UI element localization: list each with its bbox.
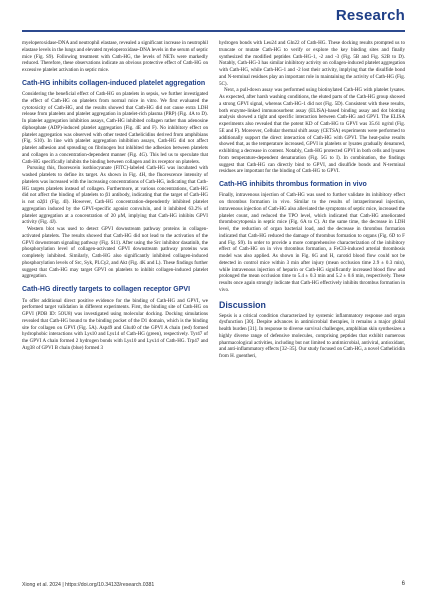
footer-citation: Xiong et al. 2024 | https://doi.org/10.34133/research.0381 [22, 582, 155, 588]
paragraph-collagen-1: Considering the beneficial effect of Cath-HG on platelets in sepsis, we further investigated the effect of Cath-HG on platelets from normal mice in vitro. We first evaluated the cytotoxicity of Cath-HG, and the results showed that Cath-HG did not cause extra LDH release from platelets and platelet aggregation in platelet-rich plasma (PRP) (Fig. 4A to D). In platelet aggregation inhibition assays, Cath-HG inhibited collagen rather than adenosine diphosphate (ADP)-induced platelet aggregation (Fig. 4E and F). No inhibitory effect on platelet aggregation was observed with other tested Cathelicidins derived from amphibians (Fig. S10). In line with platelet aggregation inhibition assays, Cath-HG did not affect platelet adhesion and spreading on fibrinogen but inhibited the adhesion between platelets and collagen in a concentration-dependent manner (Fig. 4G). This led us to speculate that Cath-HG specifically inhibits the binding between collagen and its receptor on platelets. [22, 91, 208, 165]
header-rule [22, 30, 405, 32]
heading-gpvi-target: Cath-HG directly targets to collagen receptor GPVI [22, 286, 191, 294]
journal-label: Research [335, 7, 405, 24]
left-column [22, 40, 208, 352]
heading-collagen-aggregation: Cath-HG inhibits collagen-induced platelet aggregation [22, 79, 206, 87]
paragraph-thrombus-1: Finally, intravenous injection of Cath-HG was used to further validate its inhibitory effect on thrombus formation in vivo. Similar to the results of intraperitoneal injection, intravenous injection of Cath-HG also alleviated the symptoms of septic mice, increased the platelet count, and reduced the TPO level, which indicated that Cath-HG ameliorated thrombocytopenia in septic mice (Fig. 6A to C). At the same time, the decrease in LDH level, the reduction of organ bacterial load, and the decrease in thrombus formation indicated that Cath-HG reduced the damage of thrombus formation to organs (Fig. 6D to F and Fig. S9). In order to provide a more comprehensive characterization of the inhibitory effect of Cath-HG on in vivo thrombus formation, a FeCl3-induced arterial thrombosis model was also applied. As shown in Fig. 6G and H, carotid blood flow could not be detected in control mice within 3 min after injury (mean occlusion time 2.9 ± 0.3 min), while intravenous injection of heparin or Cath-HG significantly increased blood flow and prolonged the mean occlusion time to 5.4 ± 0.3 min and 5.2 ± 0.6 min, respectively. These results once again strongly indicate that Cath-HG effectively inhibits thrombus formation in vivo. [219, 192, 405, 293]
paragraph-pulldown: Next, a pull-down assay was performed using biotinylated Cath-HG with platelet lysates. As expected, after harsh washing conditions, the eluted parts of the Cath-HG group showed a strong GPVI signal, whereas Cath-HG-1 did not (Fig. 5D). Consistent with these results, both enzyme-linked immunosorbent assay (ELISA)-based binding assay and dot blotting analysis showed a tight and specific interaction between Cath-HG and GPVI. The ELISA experiments also revealed that the potent KD of Cath-HG to GPVI was 35.61 ng/ml (Fig. 5E and F). Moreover, Cellular thermal shift assay (CETSA) experiments were performed to additionally support the direct interaction of Cath-HG with GPVI. The heat-pulse results showed that, as the temperature increased, GPVI in platelets or lysates gradually denatured, exhibiting a decrease in content. Notably, Cath-HG protected GPVI in both cells and lysates from temperature-dependent denaturation (Fig. 5G to I). In combination, the findings suggest that Cath-HG can directly bind to GPVI, and disulfide bonds and N-terminal residues are important for the binding of Cath-HG to GPVI. [219, 87, 405, 175]
paragraph-docking-cont: hydrogen bonds with Leu24 and Gln22 of Cath-HG. These docking results prompted us to truncate or mutate Cath-HG to verify or explore the key binding sites and finally synthesized the modified peptides Cath-HG-1, -2 and -3 (Fig. 5B and Fig. S2B to D). Notably, Cath-HG-3 has similar inhibitory activity on collagen-induced platelet aggregation with Cath-HG, while Cath-HG-1 and -2 lost their activity, implying that the disulfide bond and N-terminal residues play an important role in maintaining the activity of Cath-HG (Fig. 5C). [219, 40, 405, 87]
paragraph-intro: myeloperoxidase-DNA and neutrophil elastase, revealed a significant increase in neutrophil elastase levels in the lungs and elevated myeloperoxidase-DNA levels in the serum of septic mice (Fig. S9). Following treatment with Cath-HG, the levels of NETs were markedly reduced. Therefore, these observations indicate an obvious protective effect of Cath-HG on excessive platelet activation in septic mice. [22, 40, 208, 73]
paragraph-gpvi-1: To offer additional direct positive evidence for the binding of Cath-HG and GPVI, we performed target validation in different experiments. First, the binding site of Cath-HG on GPVI (PDB ID: 5OU8) was investigated using molecular docking. Docking simulations revealed that Cath-HG bound to the binding pocket of the D1 domain, which is the binding site for collagen on GPVI (Fig. 5A). Asp49 and Glu40 of the GPVI A chain (red) formed hydrophobic interactions with Lys10 and Lys14 of Cath-HG (green), respectively. Tyr47 of the GPVI A chain formed 2 hydrogen bonds with Lys10 and Lys14 of Cath-HG. Trp47 and Arg38 of GPVI B chain (blue) formed 3 [22, 297, 208, 351]
right-column [219, 40, 405, 360]
paragraph-collagen-3: Western blot was used to detect GPVI downstream pathway proteins in collagen-activated platelets. The results showed that Cath-HG did not lead to the activation of the GPVI downstream signaling pathway (Fig. S11). After using the Src inhibitor dasatinib, the phosphorylation level of collagen-activated GPVI downstream pathway proteins was completely inhibited. Similarly, Cath-HG also significantly inhibited collagen-induced phosphorylation levels of Src, Syk, PLCγ2, and Akt (Fig. 4K and L). These findings further suggest that Cath-HG may target GPVI on platelets to inhibit collagen-induced platelet aggregation. [22, 226, 208, 280]
paragraph-collagen-2: Pursuing this, fluorescein isothiocyanate (FITC)-labeled Cath-HG was incubated with washed platelets to define its target. As shown in Fig. 4H, the fluorescence intensity of platelets was increased with the increasing concentrations of Cath-HG, indicating that Cath-HG targets platelets instead of collagen. Furthermore, at various concentrations, Cath-HG did not affect the binding of platelets to β1 antibody, indicating that the target of Cath-HG is not α2β1 (Fig. 4I). However, Cath-HG concentration-dependently inhibited platelet aggregation induced by the GPVI-specific agonist convulxin, and it inhibited 63.2% of platelet aggregation at a concentration of 20 μM, implying that Cath-HG inhibits GPVI activity (Fig. 4J). [22, 165, 208, 226]
heading-discussion: Discussion [219, 299, 266, 310]
paragraph-discussion-1: Sepsis is a critical condition characterized by systemic inflammatory response and organ dysfunction [30]. Despite advances in antimicrobial therapies, it remains a major global health burden [31]. In response to diverse survival challenges, amphibian skin synthesizes a highly diverse range of defensive molecules, comprising peptides that exhibit numerous pharmacological activities, including but not limited to antimicrobial, antiviral, antioxidant, and anti-inflammatory effects [32–35]. Our study focused on Cath-HG, a novel Cathelicidin from H. guentheri, [219, 312, 405, 360]
page-number: 6 [401, 581, 405, 587]
heading-thrombus: Cath-HG inhibits thrombus formation in vivo [219, 181, 367, 188]
